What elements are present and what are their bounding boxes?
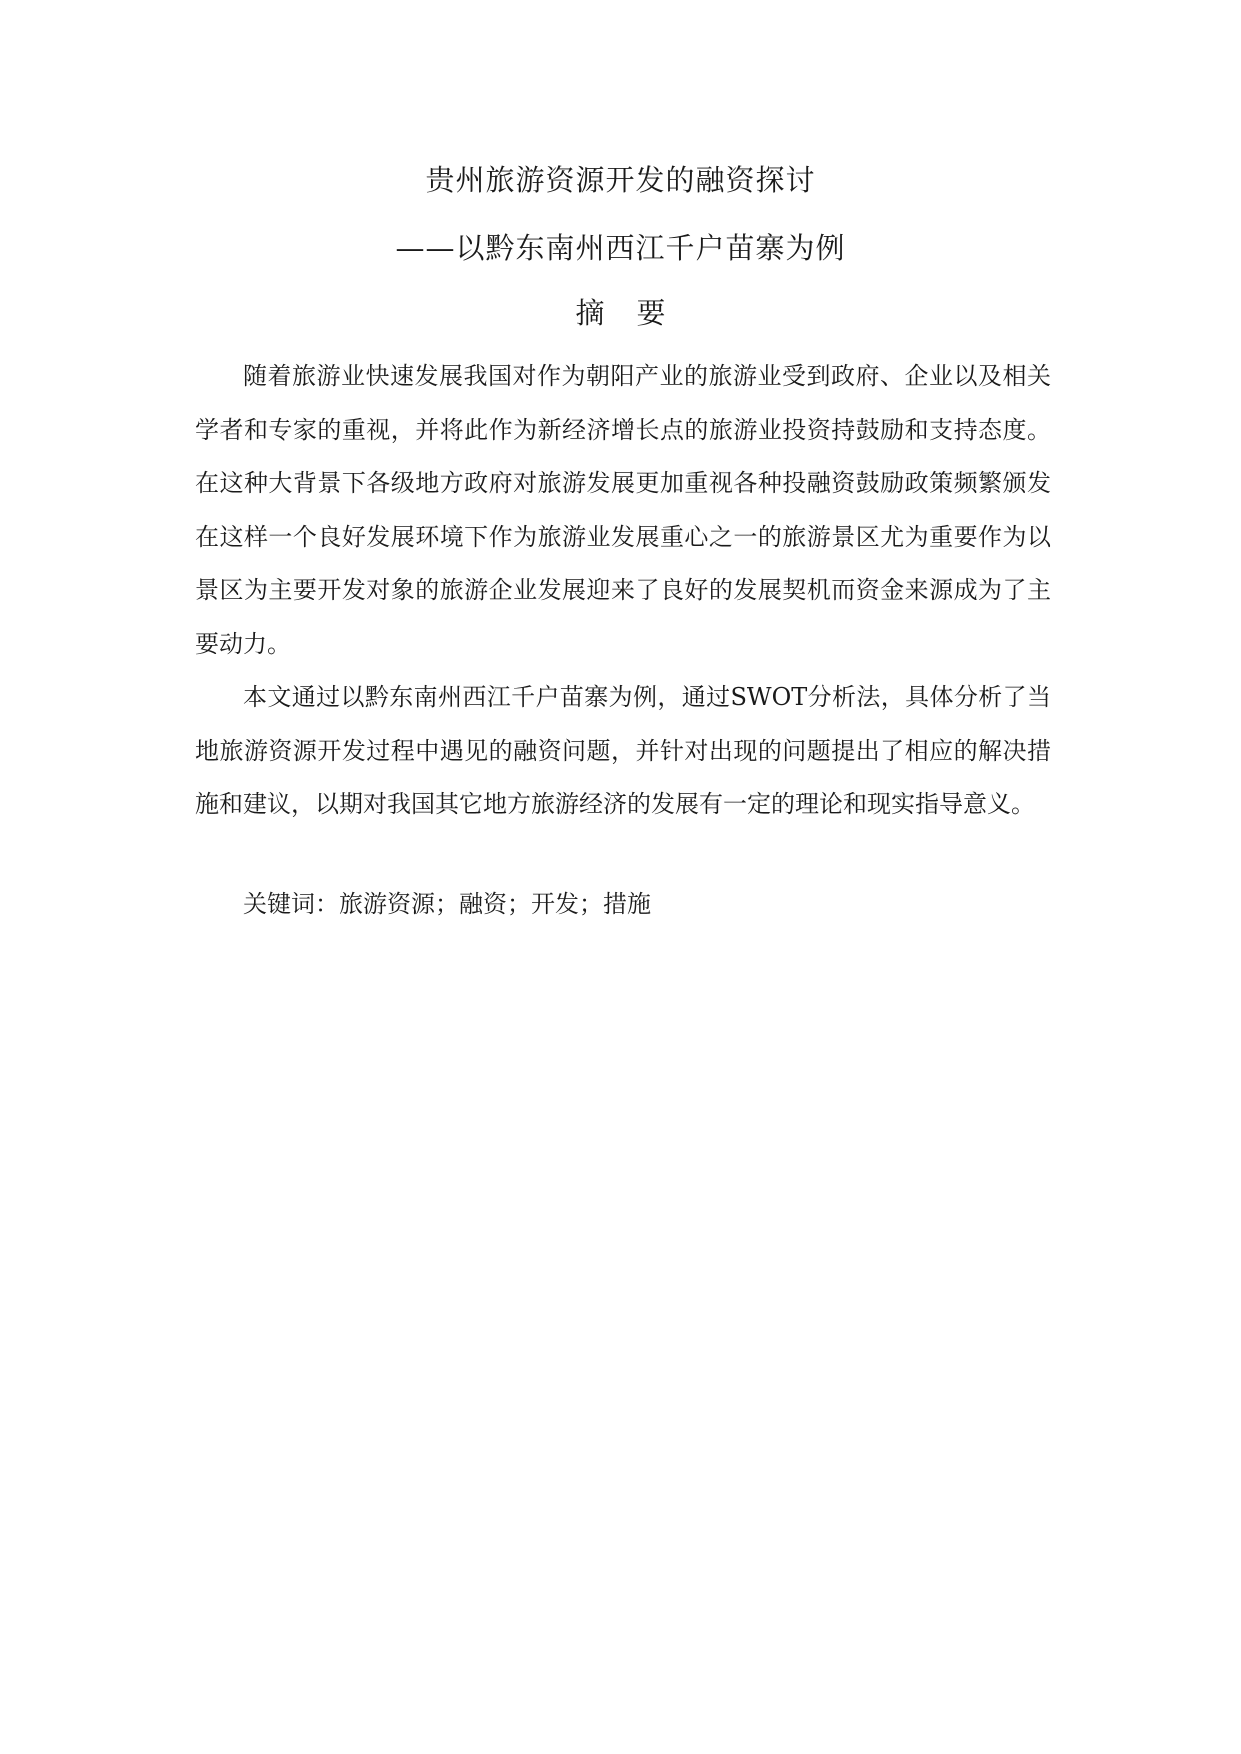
document-title: 贵州旅游资源开发的融资探讨 (425, 163, 816, 197)
abstract-paragraph: 随着旅游业快速发展我国对作为朝阳产业的旅游业受到政府、企业以及相关学者和专家的重视，并将此作为新经济增长点的旅游业投资持鼓励和支持态度。在这种大背景下各级地方政府对旅游发展更加重视各种投融资鼓励政策频繁颁发在这样一个良好发展环境下作为旅游业发展重心之一的旅游景区尤为重要作为以景区为主要开发对象的旅游企业发展迎来了良好的发展契机而资金来源成为了主要动力。 (195, 362, 1051, 658)
keywords-line: 关键词：旅游资源；融资；开发；措施 (243, 890, 651, 918)
abstract-heading (0, 293, 1241, 333)
abstract-heading-char: 摘 (575, 296, 605, 330)
abstract-heading-char: 要 (636, 296, 666, 330)
abstract-paragraph: 本文通过以黔东南州西江千户苗寨为例，通过SWOT分析法，具体分析了当地旅游资源开发过程中遇见的融资问题，并针对出现的问题提出了相应的解决措施和建议，以期对我国其它地方旅游经济的发展有一定的理论和现实指导意义。 (195, 683, 1051, 818)
document-subtitle: ——以黔东南州西江千户苗寨为例 (395, 231, 846, 265)
abstract-body (195, 350, 1051, 832)
